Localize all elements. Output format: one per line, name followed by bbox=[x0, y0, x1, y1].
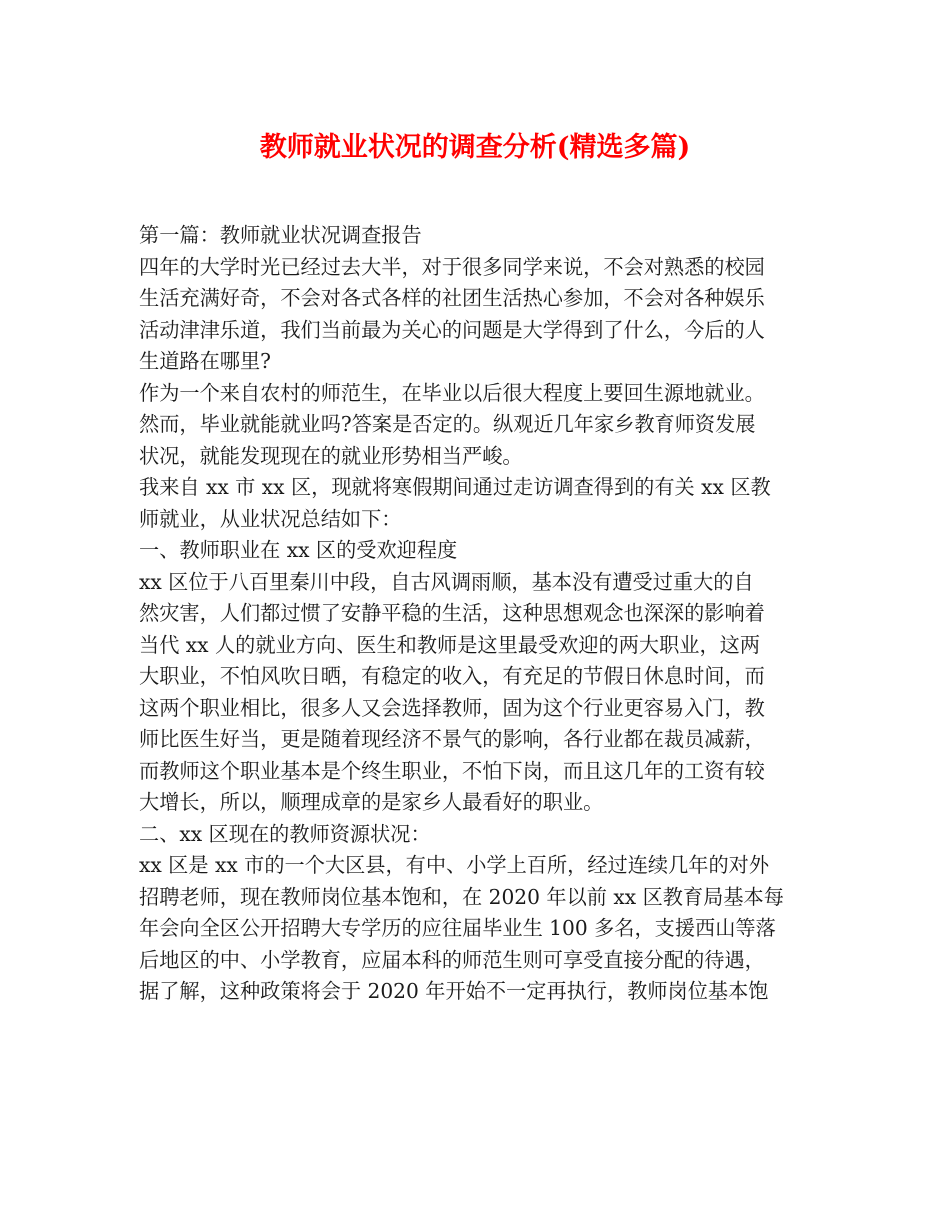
paragraph-line: 师就业，从业状况总结如下： bbox=[139, 506, 402, 531]
paragraph-line: 师比医生好当，更是随着现经济不景气的影响，各行业都在裁员减薪， bbox=[139, 727, 765, 751]
paragraph-line: 年会向全区公开招聘大专学历的应往届毕业生 100 多名，支援西山等落 bbox=[139, 916, 776, 940]
paragraph-line: 活动津津乐道，我们当前最为关心的问题是大学得到了什么，今后的人 bbox=[139, 317, 765, 342]
paragraph-line: 四年的大学时光已经过去大半，对于很多同学来说，不会对熟悉的校园 bbox=[139, 254, 765, 279]
paragraph-line: xx 区是 xx 市的一个大区县，有中、小学上百所，经过连续几年的对外 bbox=[139, 853, 770, 877]
paragraph-line: 当代 xx 人的就业方向、医生和教师是这里最受欢迎的两大职业，这两 bbox=[139, 632, 761, 657]
paragraph-line: 然而，毕业就能就业吗?答案是否定的。纵观近几年家乡教育师资发展 bbox=[139, 412, 756, 436]
paragraph-line: 大增长，所以，顺理成章的是家乡人最看好的职业。 bbox=[139, 790, 604, 814]
paragraph-line: xx 区位于八百里秦川中段，自古风调雨顺，基本没有遭受过重大的自 bbox=[139, 569, 754, 594]
paragraph-line: 而教师这个职业基本是个终生职业，不怕下岗，而且这几年的工资有较 bbox=[139, 758, 765, 783]
document-title: 教师就业状况的调查分析(精选多篇) bbox=[259, 132, 691, 163]
paragraph-line: 二、xx 区现在的教师资源状况： bbox=[139, 821, 431, 846]
paragraph-line: 作为一个来自农村的师范生，在毕业以后很大程度上要回生源地就业。 bbox=[139, 380, 765, 405]
paragraph-line: 生活充满好奇，不会对各式各样的社团生活热心参加，不会对各种娱乐 bbox=[139, 286, 765, 310]
paragraph-line: 一、教师职业在 xx 区的受欢迎程度 bbox=[139, 538, 458, 562]
paragraph-line: 这两个职业相比，很多人又会选择教师，固为这个行业更容易入门，教 bbox=[139, 695, 765, 720]
paragraph-line: 生道路在哪里? bbox=[139, 349, 271, 373]
paragraph-line: 据了解，这种政策将会于 2020 年开始不一定再执行，教师岗位基本饱 bbox=[139, 979, 769, 1003]
paragraph-line: 然灾害，人们都过惯了安静平稳的生活，这种思想观念也深深的影响着 bbox=[139, 601, 765, 625]
paragraph-line: 我来自 xx 市 xx 区，现就将寒假期间通过走访调查得到的有关 xx 区教 bbox=[139, 475, 771, 499]
paragraph-line: 招聘老师，现在教师岗位基本饱和，在 2020 年以前 xx 区教育局基本每 bbox=[139, 884, 784, 909]
paragraph-line: 第一篇：教师就业状况调查报告 bbox=[139, 223, 422, 247]
paragraph-line: 后地区的中、小学教育，应届本科的师范生则可享受直接分配的待遇， bbox=[139, 947, 765, 972]
paragraph-line: 大职业，不怕风吹日晒，有稳定的收入，有充足的节假日休息时间，而 bbox=[139, 664, 765, 688]
paragraph-line: 状况，就能发现现在的就业形势相当严峻。 bbox=[139, 443, 523, 468]
document-body bbox=[139, 220, 819, 1008]
